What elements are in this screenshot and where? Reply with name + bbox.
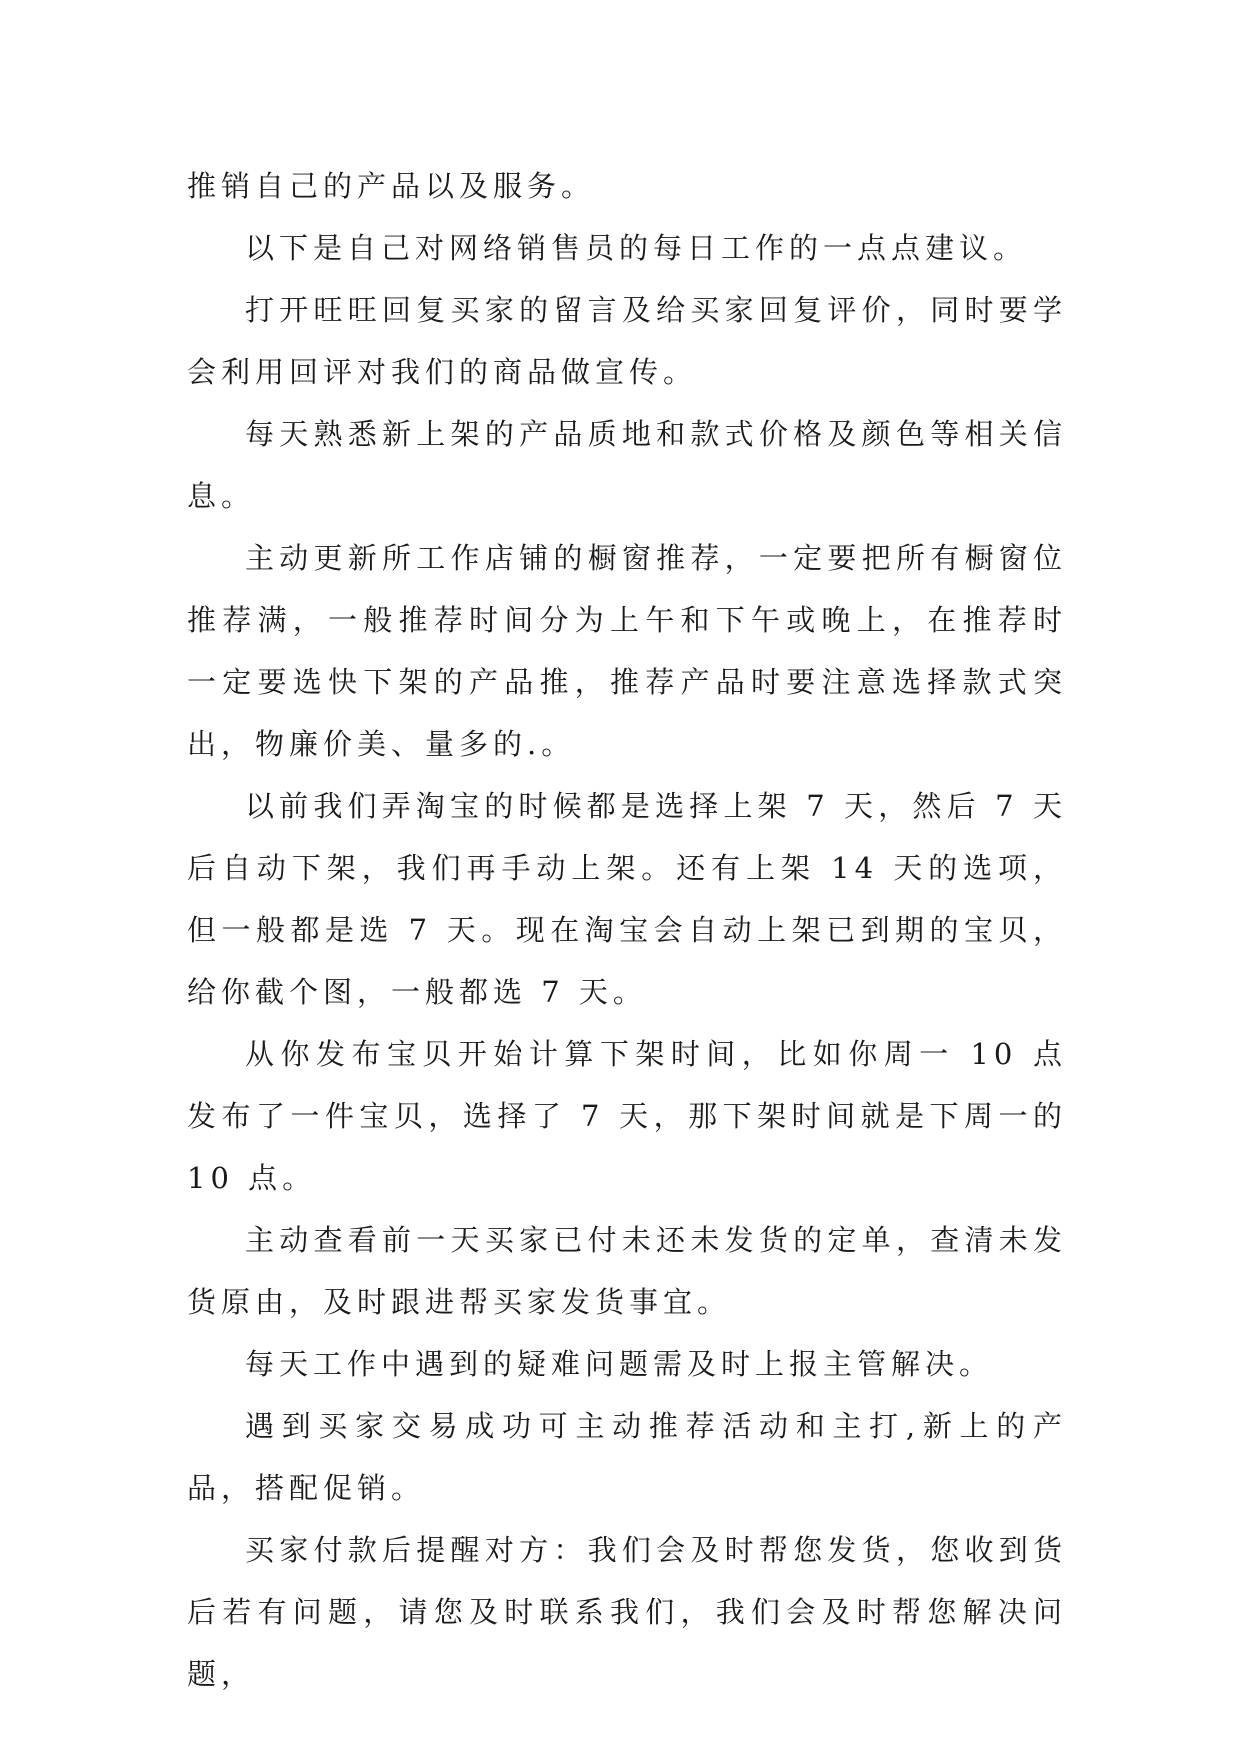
paragraph-8: 主动查看前一天买家已付未还未发货的定单，查清未发货原由，及时跟进帮买家发货事宜。: [187, 1223, 1067, 1319]
paragraph-10: 遇到买家交易成功可主动推荐活动和主打,新上的产品，搭配促销。: [187, 1409, 1067, 1505]
paragraph-4: 每天熟悉新上架的产品质地和款式价格及颜色等相关信息。: [187, 417, 1067, 513]
document-body: [187, 155, 1067, 1705]
paragraph-9: 每天工作中遇到的疑难问题需及时上报主管解决。: [245, 1347, 994, 1381]
paragraph-7: 从你发布宝贝开始计算下架时间，比如你周一 10 点发布了一件宝贝，选择了 7 天，那下架时间就是下周一的 10 点。: [187, 1037, 1067, 1195]
paragraph-3: 打开旺旺回复买家的留言及给买家回复评价，同时要学会利用回评对我们的商品做宣传。: [187, 293, 1067, 389]
paragraph-5: 主动更新所工作店铺的橱窗推荐，一定要把所有橱窗位推荐满，一般推荐时间分为上午和下午或晚上，在推荐时一定要选快下架的产品推，推荐产品时要注意选择款式突出，物廉价美、量多的.。: [187, 541, 1067, 761]
paragraph-11: 买家付款后提醒对方：我们会及时帮您发货，您收到货后若有问题，请您及时联系我们，我们会及时帮您解决问题，: [187, 1533, 1067, 1691]
paragraph-2: 以下是自己对网络销售员的每日工作的一点点建议。: [245, 231, 1028, 265]
paragraph-1: 推销自己的产品以及服务。: [187, 169, 596, 203]
paragraph-6: 以前我们弄淘宝的时候都是选择上架 7 天，然后 7 天后自动下架，我们再手动上架。还有上架 14 天的选项，但一般都是选 7 天。现在淘宝会自动上架已到期的宝贝，给你截个图，一般都选 7 天。: [187, 789, 1067, 1009]
